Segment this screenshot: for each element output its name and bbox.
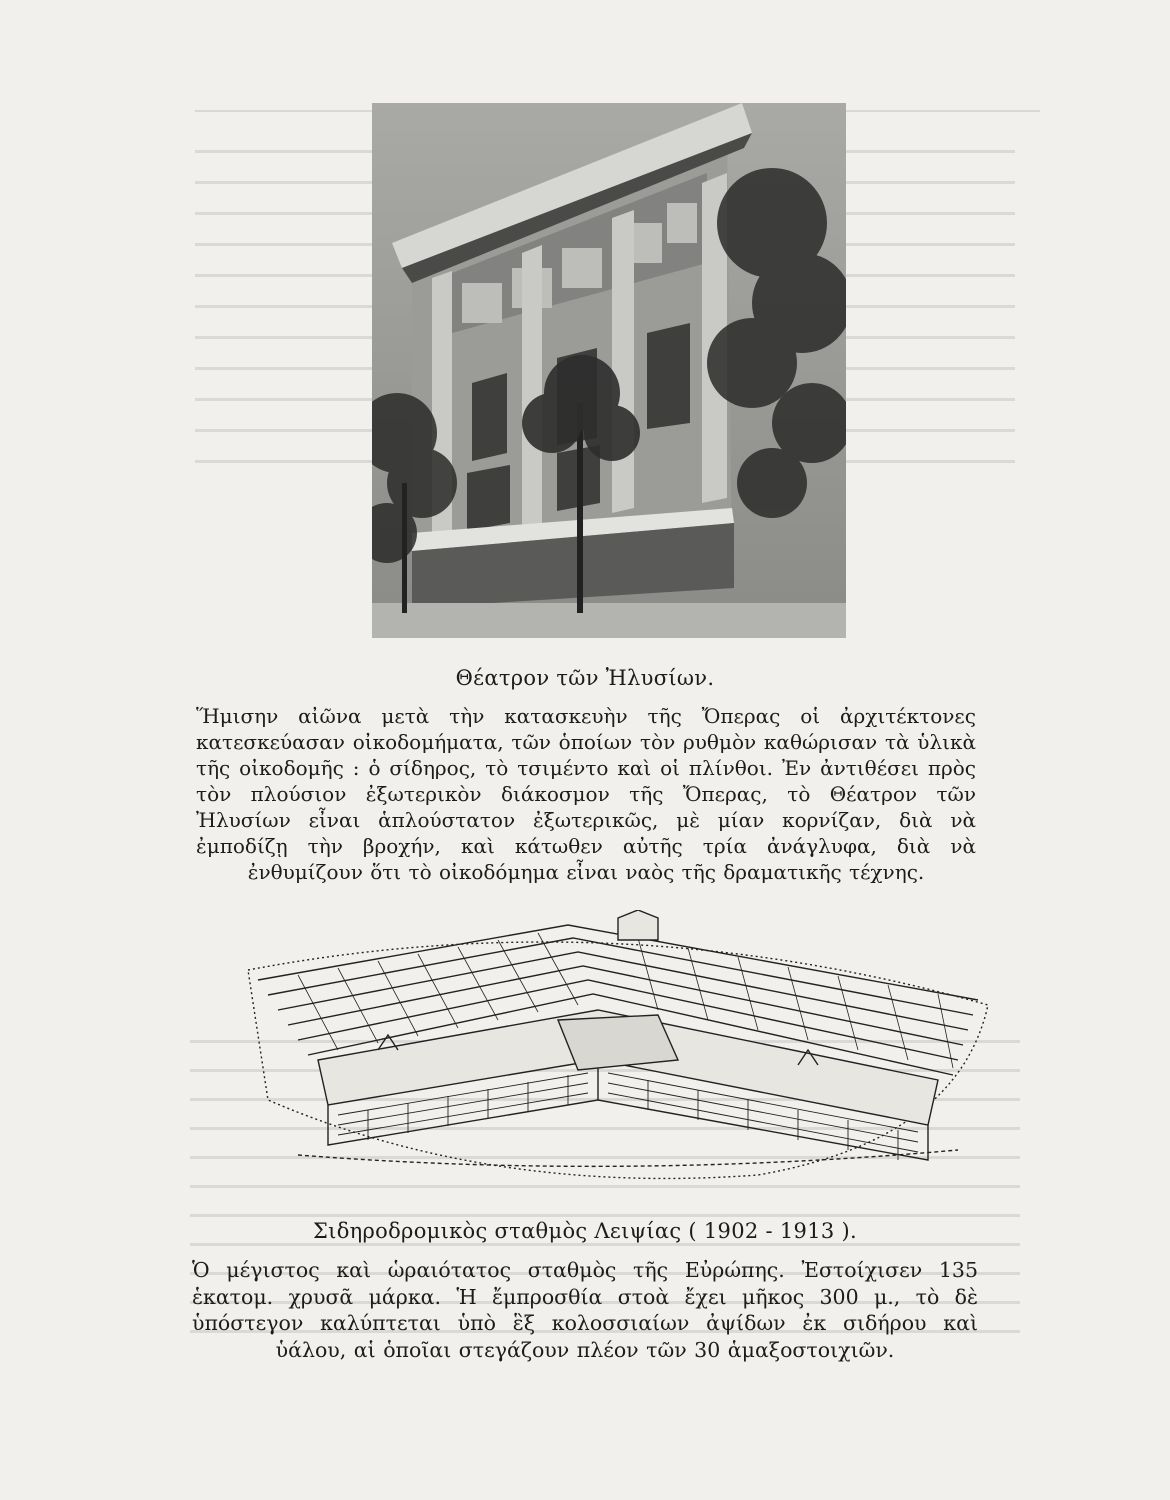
leipzig-station-drawing: [238, 910, 998, 1180]
theatre-caption: Θέατρον τῶν Ἠλυσίων.: [455, 666, 715, 690]
theatre-description: Ἥμισην αἰῶνα μετὰ τὴν κατασκευὴν τῆς Ὄπερας οἱ ἀρχιτέκτονες κατεσκεύασαν οἰκοδομήματα, τῶν ὁποίων τὸν ρυθμὸν καθώρισαν τὰ ὑλικὰ τῆς οἰκοδομῆς : ὁ σίδηρος, τὸ τσιμέντο καὶ οἱ πλίνθοι. Ἐν ἀντιθέσει πρὸς τὸν πλούσιον ἐξωτερικὸν διάκοσμον τῆς Ὄπερας, τὸ Θέατρον τῶν Ἠλυσίων εἶναι ἁπλούστατον ἐξωτερικῶς, μὲ μίαν κορνίζαν, διὰ νὰ ἐμποδίζῃ τὴν βροχήν, καὶ κάτωθεν αὐτῆς τρία ἀνάγλυφα, διὰ νὰ ἐνθυμίζουν ὅτι τὸ οἰκοδόμημα εἶναι ναὸς τῆς δραματικῆς τέχνης.: [196, 704, 976, 884]
station-description: Ὁ μέγιστος καὶ ὡραιότατος σταθμὸς τῆς Εὐρώπης. Ἐστοίχισεν 135 ἑκατομ. χρυσᾶ μάρκα. Ἡ ἔμπροσθία στοὰ ἔχει μῆκος 300 μ., τὸ δὲ ὑπόστεγον καλύπτεται ὑπὸ ἓξ κολοσσιαίων ἀψίδων ἐκ σιδήρου καὶ ὑάλου, αἱ ὁποῖαι στεγάζουν πλέον τῶν 30 ἁμαξοστοιχιῶν.: [192, 1258, 978, 1362]
theatre-photo: [372, 103, 846, 638]
station-caption: Σιδηροδρομικὸς σταθμὸς Λειψίας ( 1902 - 1913 ).: [313, 1219, 857, 1243]
